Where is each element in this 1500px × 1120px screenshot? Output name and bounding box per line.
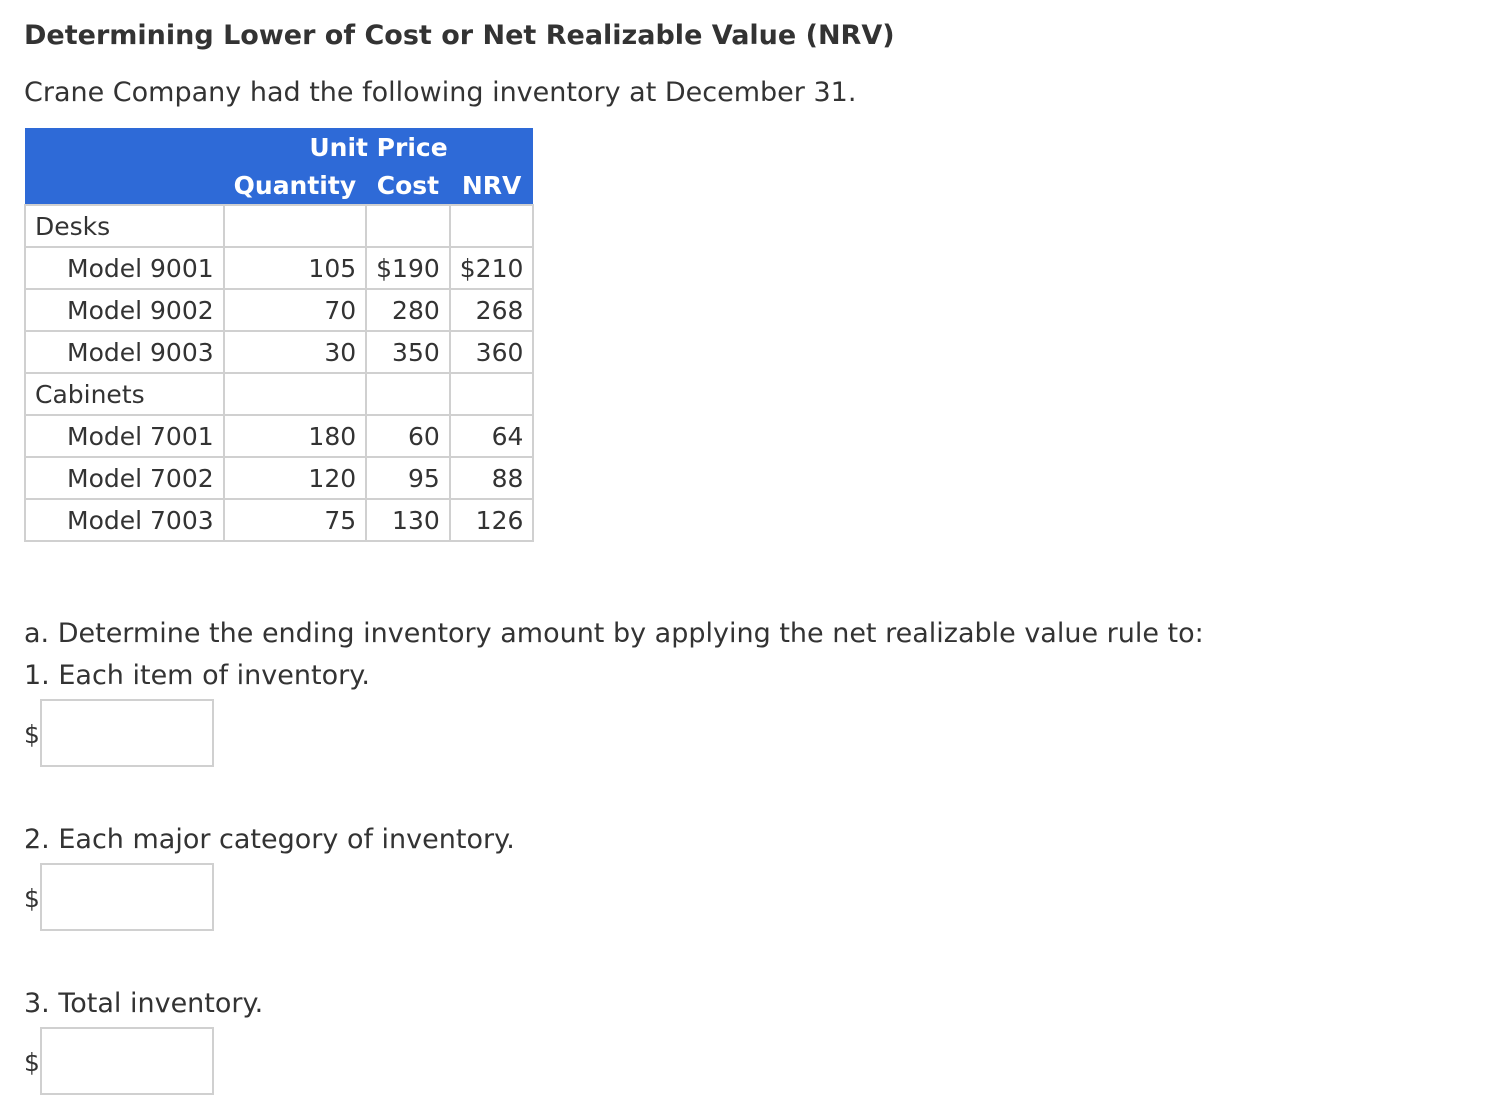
item-nrv: 268 (450, 289, 534, 331)
table-row (25, 247, 533, 289)
table-row (25, 331, 533, 373)
category-row (25, 373, 533, 415)
header-unit-price: Unit Price (224, 128, 534, 166)
category-label: Cabinets (25, 373, 224, 415)
item-cost: 60 (366, 415, 450, 457)
question-2: 2. Each major category of inventory. (24, 824, 515, 855)
item-model: Model 7002 (25, 457, 224, 499)
item-model: Model 9002 (25, 289, 224, 331)
currency-symbol: $ (24, 1048, 40, 1077)
header-cost: Cost (366, 166, 450, 205)
intro-text: Crane Company had the following inventory at December 31. (24, 77, 857, 108)
question-1: 1. Each item of inventory. (24, 660, 370, 691)
item-cost: 95 (366, 457, 450, 499)
item-nrv: 126 (450, 499, 534, 541)
item-quantity: 30 (224, 331, 367, 373)
item-model: Model 7001 (25, 415, 224, 457)
item-cost: 350 (366, 331, 450, 373)
item-quantity: 105 (224, 247, 367, 289)
item-nrv: $210 (450, 247, 534, 289)
header-quantity: Quantity (224, 166, 367, 205)
table-row (25, 415, 533, 457)
item-quantity: 70 (224, 289, 367, 331)
item-cost: 280 (366, 289, 450, 331)
category-label: Desks (25, 205, 224, 247)
inventory-table (24, 128, 534, 542)
question-3: 3. Total inventory. (24, 988, 264, 1019)
currency-symbol: $ (24, 884, 40, 913)
currency-symbol: $ (24, 720, 40, 749)
header-blank-2 (25, 166, 224, 205)
item-model: Model 7003 (25, 499, 224, 541)
item-cost: 130 (366, 499, 450, 541)
item-nrv: 64 (450, 415, 534, 457)
header-blank (25, 128, 224, 166)
answer-input-each-item[interactable] (40, 699, 214, 767)
answer-input-total[interactable] (40, 1027, 214, 1095)
item-nrv: 88 (450, 457, 534, 499)
item-model: Model 9001 (25, 247, 224, 289)
item-nrv: 360 (450, 331, 534, 373)
item-cost: $190 (366, 247, 450, 289)
page-title: Determining Lower of Cost or Net Realizable Value (NRV) (24, 20, 895, 51)
table-row (25, 457, 533, 499)
item-quantity: 75 (224, 499, 367, 541)
question-part-a: a. Determine the ending inventory amount by applying the net realizable value rule to: (24, 618, 1204, 649)
header-nrv: NRV (450, 166, 534, 205)
item-model: Model 9003 (25, 331, 224, 373)
table-row (25, 499, 533, 541)
item-quantity: 180 (224, 415, 367, 457)
category-row (25, 205, 533, 247)
table-row (25, 289, 533, 331)
item-quantity: 120 (224, 457, 367, 499)
answer-input-each-category[interactable] (40, 863, 214, 931)
